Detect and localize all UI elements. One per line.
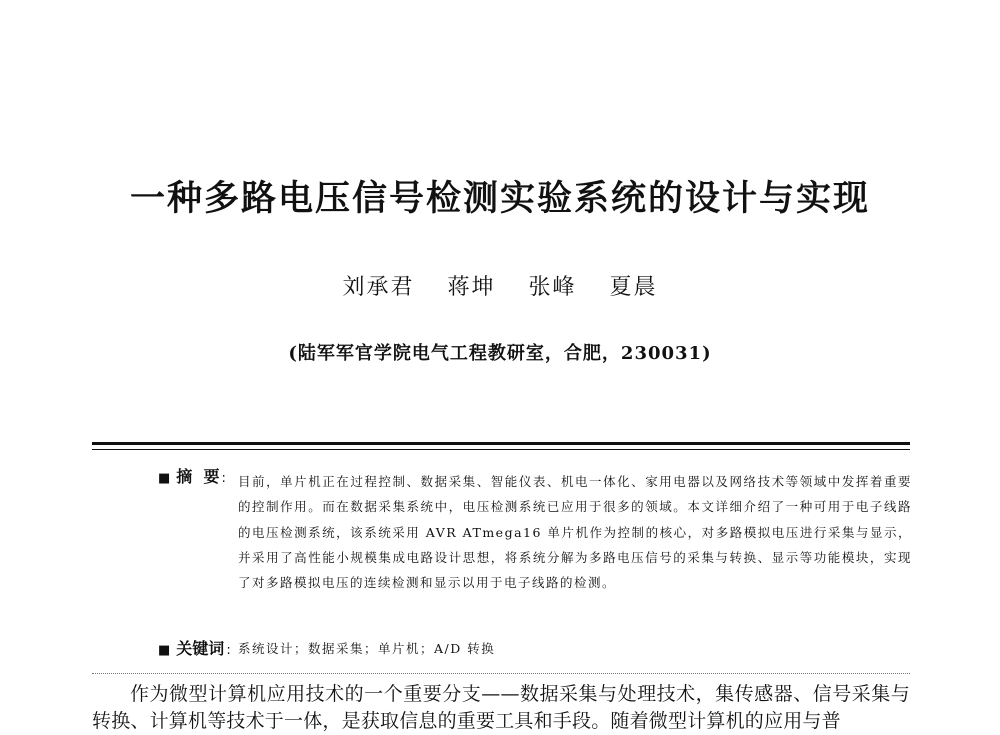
keywords-label-text: 关键词 [176,639,225,658]
square-bullet-icon: ■ [158,471,171,486]
keywords-text: 系统设计；数据采集；单片机；A/D 转换 [238,641,496,656]
keywords-label [158,640,231,660]
paper-title: 一种多路电压信号检测实验系统的设计与实现 [129,178,870,219]
author-name: 夏晨 [609,275,658,300]
header-rule-thick [92,442,910,445]
abstract-text: 目前，单片机正在过程控制、数据采集、智能仪表、机电一体化、家用电器以及网络技术等领域中发挥着重要的控制作用。而在数据采集系统中，电压检测系统已应用于很多的领域。本文详细介绍了一种可用于电子线路的电压检测系统，该系统采用 AVR ATmega16 单片机作为控制的核心，对多路模拟电压进行采集与显示，并采用了高性能小规模集成电路设计思想，将系统分解为多路电压信号的采集与转换、显示等功能模块，实现了对多路模拟电压的连续检测和显示以用于电子线路的检测。 [238,474,912,591]
abstract-label-text: 摘 要 [176,467,220,486]
label-colon: : [226,643,231,658]
author-name: 蒋坤 [447,275,496,300]
author-list [0,270,1000,301]
affiliation: (陆军军官学院电气工程教研室，合肥，230031) [288,343,712,364]
author-name: 刘承君 [342,275,415,300]
header-rule-thin [92,449,910,450]
body-paragraph: 作为微型计算机应用技术的一个重要分支——数据采集与处理技术，集传感器、信号采集与转换、计算机等技术于一体，是获取信息的重要工具和手段。随着微型计算机的应用与普 [92,683,910,732]
author-name: 张峰 [528,275,577,300]
square-bullet-icon: ■ [158,643,171,658]
section-divider [92,673,910,674]
label-colon: : [221,471,226,486]
abstract-label [158,468,226,488]
